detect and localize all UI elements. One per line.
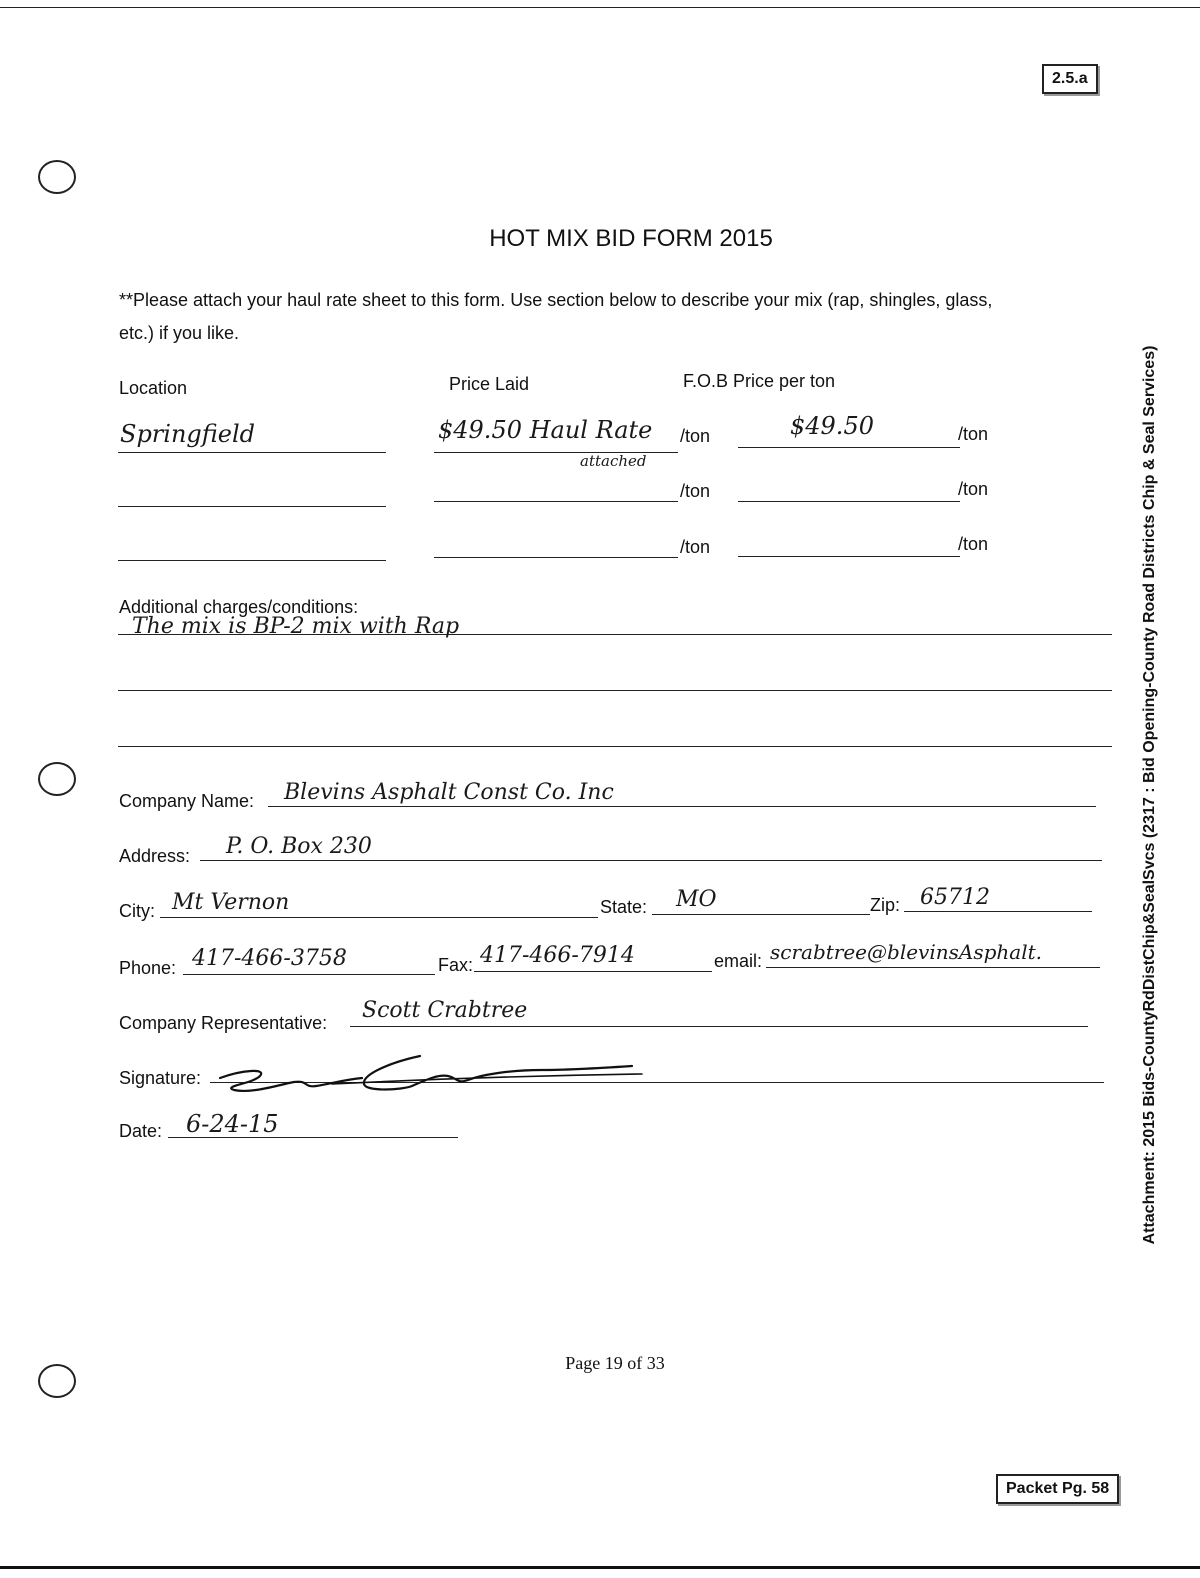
additional-line [118, 690, 1112, 691]
phone-value: 417-466-3758 [192, 946, 347, 971]
email-line [766, 967, 1100, 968]
fob-line [738, 556, 960, 557]
location-line [118, 506, 386, 507]
punch-hole-icon [38, 160, 76, 194]
company-name-line [268, 806, 1096, 807]
fob-line [738, 447, 960, 448]
representative-value: Scott Crabtree [362, 998, 528, 1023]
phone-label: Phone: [119, 958, 177, 978]
representative-line [350, 1026, 1088, 1027]
fob-line [738, 501, 960, 502]
signature-image [212, 1040, 652, 1100]
state-value: MO [676, 887, 717, 912]
email-label: email: [714, 951, 763, 971]
city-line [160, 917, 598, 918]
price-laid-note: attached [580, 452, 647, 470]
zip-value: 65712 [920, 885, 990, 910]
state-line [652, 914, 870, 915]
fax-label: Fax: [438, 955, 474, 975]
attachment-tag: 2.5.a [1042, 64, 1098, 94]
location-value: Springfield [120, 420, 256, 448]
phone-line [183, 974, 435, 975]
price-laid-unit: /ton [680, 537, 711, 557]
packet-page-tag: Packet Pg. 58 [996, 1474, 1119, 1504]
price-laid-unit: /ton [680, 426, 711, 446]
page-number: Page 19 of 33 [565, 1353, 665, 1373]
company-name-value: Blevins Asphalt Const Co. Inc [284, 780, 614, 805]
price-laid-header: Price Laid [449, 374, 530, 394]
location-line [118, 452, 386, 453]
price-laid-line [434, 557, 678, 558]
representative-label: Company Representative: [119, 1013, 328, 1033]
additional-value: The mix is BP-2 mix with Rap [132, 614, 460, 639]
fob-header: F.O.B Price per ton [683, 371, 836, 391]
date-label: Date: [119, 1121, 163, 1141]
bottom-border [0, 1566, 1200, 1569]
instructions-line-2: etc.) if you like. [119, 323, 240, 343]
email-value: scrabtree@blevinsAsphalt. [770, 940, 1043, 964]
company-name-label: Company Name: [119, 791, 255, 811]
signature-label: Signature: [119, 1068, 202, 1088]
fob-unit: /ton [958, 534, 989, 554]
address-label: Address: [119, 846, 191, 866]
instructions-line-1: **Please attach your haul rate sheet to this form. Use section below to describe your mix (rap, shingles, glass, [119, 290, 993, 310]
location-line [118, 560, 386, 561]
fob-unit: /ton [958, 479, 989, 499]
form-title: HOT MIX BID FORM 2015 [489, 225, 773, 252]
zip-label: Zip: [870, 895, 901, 915]
top-border [0, 7, 1200, 8]
fax-value: 417-466-7914 [480, 943, 635, 968]
zip-line [904, 911, 1092, 912]
fax-line [474, 971, 712, 972]
address-line [200, 860, 1102, 861]
price-laid-line [434, 501, 678, 502]
punch-hole-icon [38, 762, 76, 796]
additional-label: Additional charges/conditions: [119, 597, 359, 617]
additional-line [118, 746, 1112, 747]
address-value: P. O. Box 230 [226, 834, 372, 859]
fob-value: $49.50 [790, 412, 874, 440]
location-header: Location [119, 378, 188, 398]
price-laid-value: $49.50 Haul Rate [438, 416, 653, 444]
price-laid-unit: /ton [680, 481, 711, 501]
fob-unit: /ton [958, 424, 989, 444]
date-value: 6-24-15 [186, 1110, 279, 1138]
city-label: City: [119, 901, 155, 921]
attachment-side-text: Attachment: 2015 Bids-CountyRdDistChip&SealSvcs (2317 : Bid Opening-County Road Districts Chip & Seal Services) [1141, 345, 1158, 1245]
city-value: Mt Vernon [172, 890, 290, 915]
state-label: State: [600, 897, 648, 917]
